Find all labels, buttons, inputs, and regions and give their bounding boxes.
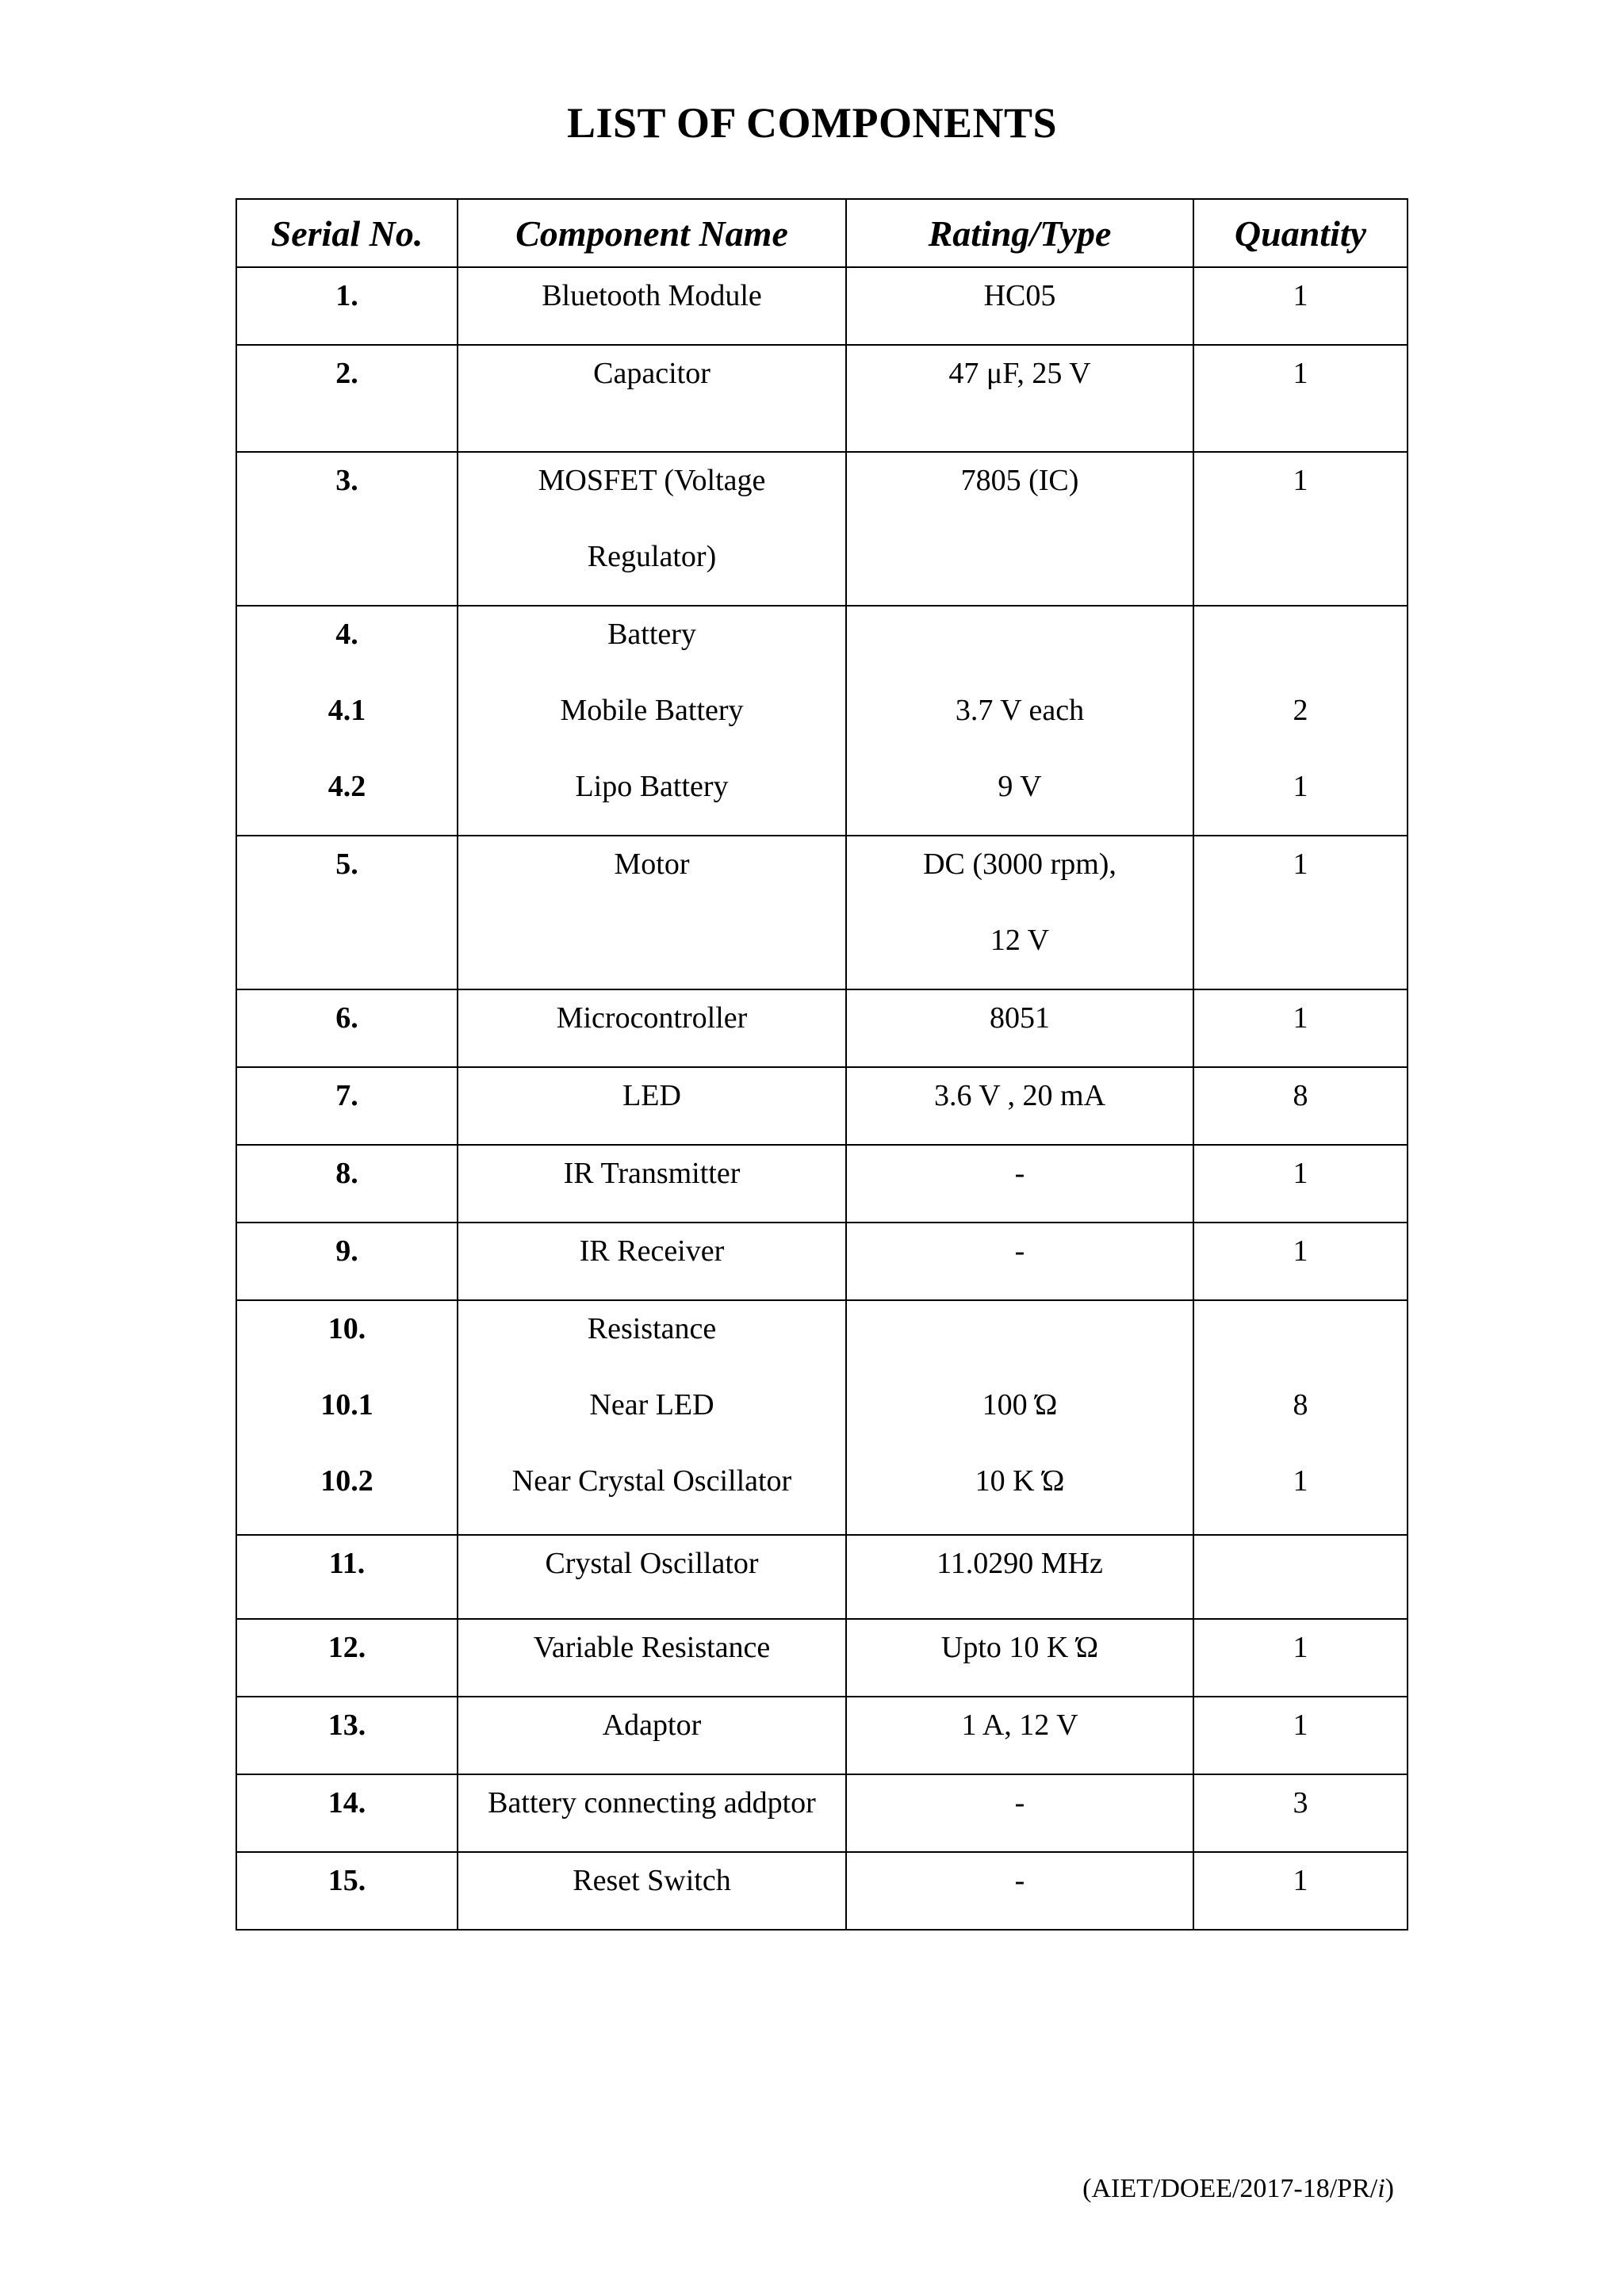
cell-serial xyxy=(236,267,458,345)
cell-component-name xyxy=(458,1145,846,1223)
cell-quantity-line: 1 xyxy=(1293,848,1308,881)
cell-rating-type xyxy=(846,1852,1193,1930)
table-row xyxy=(236,267,1408,345)
cell-rating-type-line xyxy=(847,607,1193,683)
cell-serial xyxy=(236,989,458,1067)
cell-serial xyxy=(236,1852,458,1930)
cell-serial-line: 3. xyxy=(335,464,358,497)
table-row xyxy=(236,1697,1408,1774)
table-row xyxy=(236,1067,1408,1145)
cell-rating-type xyxy=(846,1774,1193,1852)
cell-component-name-line: Lipo Battery xyxy=(575,770,729,803)
cell-serial-line: 4. xyxy=(335,618,358,651)
cell-serial-line: 9. xyxy=(335,1234,358,1268)
table-row xyxy=(236,1852,1408,1930)
table-row xyxy=(236,345,1408,452)
cell-component-name-line: Motor xyxy=(614,848,690,881)
cell-quantity-line: 1 xyxy=(1293,1631,1308,1664)
cell-serial xyxy=(236,1697,458,1774)
cell-component-name-line: LED xyxy=(622,1079,681,1112)
cell-quantity-line: 8 xyxy=(1293,1388,1308,1422)
cell-rating-type xyxy=(846,1145,1193,1223)
cell-rating-type-line: 3.6 V , 20 mA xyxy=(933,1079,1106,1112)
document-code xyxy=(1082,2174,1394,2204)
cell-rating-type xyxy=(846,1697,1193,1774)
cell-rating-type xyxy=(846,267,1193,345)
cell-component-name-line: Bluetooth Module xyxy=(542,279,762,312)
cell-quantity-line: 1 xyxy=(1293,1234,1308,1268)
cell-quantity-line: 2 xyxy=(1293,694,1308,727)
cell-rating-type-line: - xyxy=(1014,1786,1025,1820)
cell-component-name xyxy=(458,1774,846,1852)
document-code-prefix: (AIET/DOEE/2017-18/PR/ xyxy=(1082,2174,1378,2203)
cell-rating-type xyxy=(846,836,1193,989)
cell-quantity-line xyxy=(1194,607,1407,683)
cell-component-name-line: Battery connecting addptor xyxy=(488,1786,816,1820)
cell-component-name-line: Resistance xyxy=(587,1312,717,1345)
cell-serial-line: 13. xyxy=(327,1709,366,1742)
cell-quantity-line: 1 xyxy=(1293,1157,1308,1190)
cell-rating-type-line: HC05 xyxy=(983,279,1056,312)
cell-component-name xyxy=(458,606,846,836)
cell-component-name xyxy=(458,1619,846,1697)
cell-serial-line: 14. xyxy=(327,1786,366,1820)
cell-quantity-line: 1 xyxy=(1293,1464,1308,1498)
table-row xyxy=(236,836,1408,989)
cell-rating-type-line: 8051 xyxy=(990,1001,1050,1035)
table-body xyxy=(236,267,1408,1930)
cell-serial xyxy=(236,452,458,606)
cell-serial-line: 10.2 xyxy=(320,1464,373,1498)
cell-rating-type-line: 11.0290 MHz xyxy=(936,1547,1103,1580)
cell-component-name xyxy=(458,1300,846,1535)
cell-serial-line: 5. xyxy=(335,848,358,881)
cell-rating-type-line: 47 μF, 25 V xyxy=(948,357,1091,390)
cell-quantity xyxy=(1193,1852,1408,1930)
cell-quantity-line: 1 xyxy=(1293,1001,1308,1035)
cell-serial xyxy=(236,1535,458,1619)
cell-serial-line: 6. xyxy=(335,1001,358,1035)
cell-component-name xyxy=(458,1697,846,1774)
cell-component-name-line: Near LED xyxy=(589,1388,714,1422)
cell-serial xyxy=(236,1774,458,1852)
cell-serial-line: 4.1 xyxy=(327,694,366,727)
cell-rating-type-line: - xyxy=(1014,1864,1025,1897)
cell-quantity-line: 1 xyxy=(1293,357,1308,390)
table-row xyxy=(236,606,1408,836)
cell-serial-line: 1. xyxy=(335,279,358,312)
cell-serial xyxy=(236,1223,458,1300)
cell-quantity xyxy=(1193,1774,1408,1852)
cell-component-name-line: Capacitor xyxy=(593,357,710,390)
cell-rating-type-line: - xyxy=(1014,1157,1025,1190)
cell-rating-type-line: 12 V xyxy=(990,924,1050,957)
cell-rating-type xyxy=(846,1067,1193,1145)
table-row xyxy=(236,1619,1408,1697)
cell-rating-type-line: 3.7 V each xyxy=(955,694,1085,727)
cell-serial-line: 12. xyxy=(327,1631,366,1664)
cell-component-name-line: IR Transmitter xyxy=(563,1157,741,1190)
cell-serial-line: 11. xyxy=(328,1547,366,1580)
cell-rating-type xyxy=(846,989,1193,1067)
cell-quantity xyxy=(1193,1067,1408,1145)
cell-rating-type xyxy=(846,452,1193,606)
cell-quantity xyxy=(1193,452,1408,606)
cell-component-name xyxy=(458,1067,846,1145)
cell-quantity xyxy=(1193,836,1408,989)
cell-rating-type-line: Upto 10 K Ώ xyxy=(940,1631,1099,1664)
cell-serial xyxy=(236,1300,458,1535)
cell-component-name-line: IR Receiver xyxy=(579,1234,725,1268)
cell-serial xyxy=(236,606,458,836)
cell-component-name-line: Mobile Battery xyxy=(560,694,744,727)
table-row xyxy=(236,1535,1408,1619)
cell-component-name-line: Reset Switch xyxy=(573,1864,731,1897)
cell-rating-type xyxy=(846,1223,1193,1300)
cell-quantity xyxy=(1193,1300,1408,1535)
cell-quantity-line: 1 xyxy=(1293,1864,1308,1897)
cell-component-name-line: Microcontroller xyxy=(556,1001,748,1035)
cell-component-name xyxy=(458,452,846,606)
cell-component-name xyxy=(458,1535,846,1619)
document-code-page: i xyxy=(1377,2174,1385,2203)
cell-rating-type-line xyxy=(847,1301,1193,1377)
cell-rating-type-line: 7805 (IC) xyxy=(960,464,1079,497)
cell-serial-line: 10. xyxy=(327,1312,366,1345)
cell-quantity-line: 1 xyxy=(1293,464,1308,497)
cell-rating-type-line: - xyxy=(1014,1234,1025,1268)
cell-quantity-line xyxy=(1194,1536,1407,1612)
cell-component-name-line: Variable Resistance xyxy=(533,1631,771,1664)
cell-quantity xyxy=(1193,1145,1408,1223)
cell-component-name xyxy=(458,836,846,989)
column-header-quantity: Quantity xyxy=(1193,199,1408,267)
cell-quantity-line: 1 xyxy=(1293,1709,1308,1742)
cell-serial xyxy=(236,1067,458,1145)
cell-serial-line: 8. xyxy=(335,1157,358,1190)
cell-quantity-line: 3 xyxy=(1293,1786,1308,1820)
cell-quantity xyxy=(1193,989,1408,1067)
cell-rating-type-line: 10 K Ώ xyxy=(975,1464,1065,1498)
cell-quantity xyxy=(1193,1535,1408,1619)
cell-quantity-line: 1 xyxy=(1293,279,1308,312)
document-code-suffix: ) xyxy=(1385,2174,1394,2203)
cell-component-name-line: MOSFET (Voltage xyxy=(538,464,766,497)
table-row xyxy=(236,1145,1408,1223)
cell-quantity-line: 1 xyxy=(1293,770,1308,803)
cell-quantity xyxy=(1193,267,1408,345)
cell-rating-type xyxy=(846,345,1193,452)
column-header-serial: Serial No. xyxy=(236,199,458,267)
cell-serial-line: 7. xyxy=(335,1079,358,1112)
cell-component-name-line: Crystal Oscillator xyxy=(545,1547,759,1580)
table-row xyxy=(236,452,1408,606)
cell-serial-line: 4.2 xyxy=(327,770,366,803)
cell-rating-type xyxy=(846,1535,1193,1619)
cell-component-name-line: Adaptor xyxy=(602,1709,702,1742)
cell-serial xyxy=(236,1619,458,1697)
components-table xyxy=(236,198,1408,1931)
cell-rating-type-line: 1 A, 12 V xyxy=(961,1709,1078,1742)
cell-rating-type-line: DC (3000 rpm), xyxy=(923,848,1116,881)
table-row xyxy=(236,1774,1408,1852)
table-row xyxy=(236,1300,1408,1535)
cell-quantity xyxy=(1193,1619,1408,1697)
cell-rating-type xyxy=(846,1300,1193,1535)
table-row xyxy=(236,989,1408,1067)
table-row xyxy=(236,1223,1408,1300)
cell-quantity xyxy=(1193,345,1408,452)
cell-serial-line: 15. xyxy=(327,1864,366,1897)
cell-rating-type xyxy=(846,606,1193,836)
cell-quantity-line: 8 xyxy=(1293,1079,1308,1112)
cell-component-name xyxy=(458,1852,846,1930)
cell-component-name-line: Regulator) xyxy=(587,540,717,573)
cell-serial xyxy=(236,836,458,989)
cell-component-name xyxy=(458,989,846,1067)
cell-quantity-line xyxy=(1194,1301,1407,1377)
cell-component-name xyxy=(458,267,846,345)
cell-quantity xyxy=(1193,1223,1408,1300)
cell-rating-type-line: 9 V xyxy=(998,770,1042,803)
cell-serial-line: 10.1 xyxy=(320,1388,373,1422)
cell-rating-type xyxy=(846,1619,1193,1697)
table-header-row xyxy=(236,199,1408,267)
cell-component-name-line: Near Crystal Oscillator xyxy=(511,1464,792,1498)
cell-quantity xyxy=(1193,606,1408,836)
column-header-rating-type: Rating/Type xyxy=(846,199,1193,267)
cell-rating-type-line: 100 Ώ xyxy=(982,1388,1058,1422)
cell-quantity xyxy=(1193,1697,1408,1774)
cell-component-name-line: Battery xyxy=(607,618,696,651)
cell-serial xyxy=(236,1145,458,1223)
cell-component-name xyxy=(458,345,846,452)
page-title: LIST OF COMPONENTS xyxy=(566,99,1058,147)
column-header-component-name: Component Name xyxy=(458,199,846,267)
cell-serial xyxy=(236,345,458,452)
cell-serial-line: 2. xyxy=(335,357,358,390)
cell-component-name xyxy=(458,1223,846,1300)
